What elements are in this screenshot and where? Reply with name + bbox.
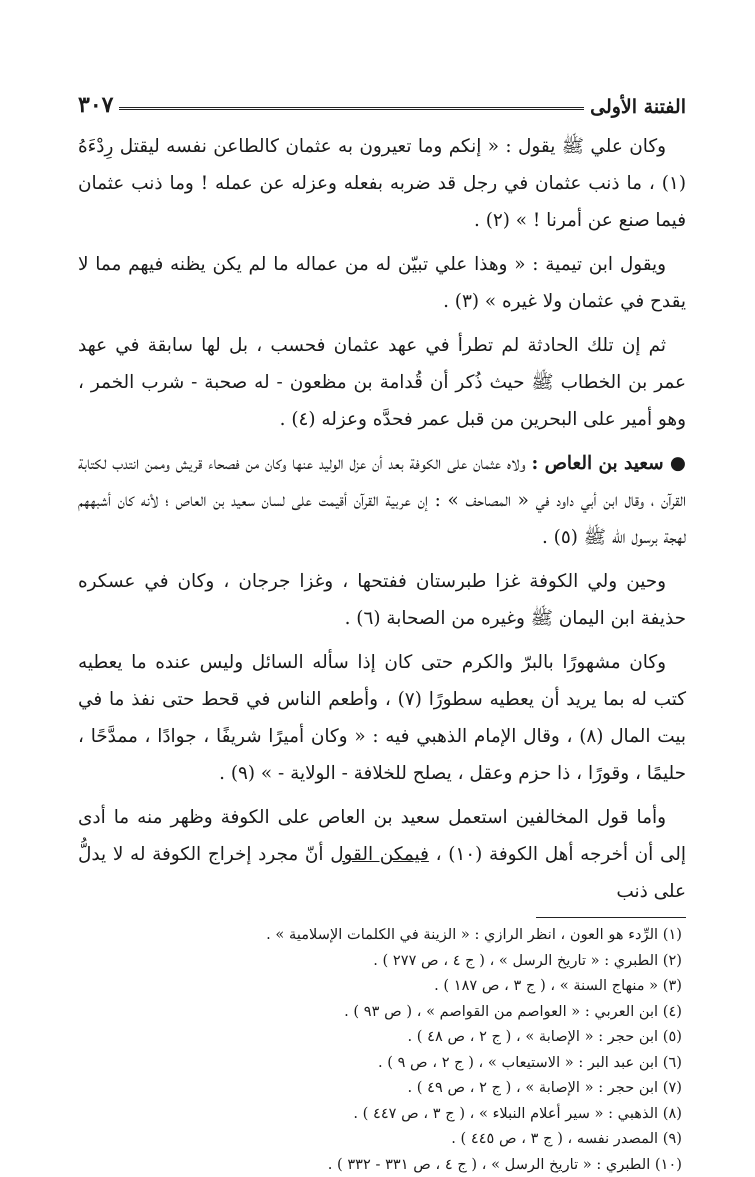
header-rule (119, 107, 584, 110)
paragraph (78, 128, 686, 239)
footnote: (٢) الطبري : « تاريخ الرسل » ، ( ج ٤ ، ص ٢٧٧ ) . (78, 948, 682, 974)
paragraph (78, 799, 686, 910)
main-text (78, 128, 686, 910)
section-lead: ● سعيد بن العاص : (531, 453, 686, 474)
footnote-rule (536, 917, 686, 918)
page-number: ٣٠٧ (78, 92, 119, 118)
footnote: (٩) المصدر نفسه ، ( ج ٣ ، ص ٤٤٥ ) . (78, 1126, 682, 1152)
footnote: (٦) ابن عبد البر : « الاستيعاب » ، ( ج ٢ ، ص ٩ ) . (78, 1050, 682, 1076)
chapter-title: الفتنة الأولى (584, 96, 686, 118)
paragraph-text: وكان علي ﷺ يقول : « إنكم وما تعيرون به عثمان كالطاعن نفسه ليقتل رِدْءَهُ (١) ، ما ذنب عثمان في رجل قد ضربه بفعله وعزله عن عمله ! وما ذنب عثمان فيما صنع عن أمرنا ! » (٢) . (78, 136, 686, 231)
paragraph-text: ولاه عثمان على الكوفة بعد أن عزل الوليد عنها وكان من فصحاء قريش وممن انتدب لكتابة القرآن ، وقال ابن أبي داود في « المصاحف » : إن عربية القرآن أقيمت على لسان سعيد بن العاص ؛ لأنه كان أشبههم لهجة برسول الله ﷺ (٥) . (78, 453, 686, 548)
paragraph-text: ثم إن تلك الحادثة لم تطرأ في عهد عثمان فحسب ، بل لها سابقة في عهد عمر بن الخطاب ﷺ حيث ذُكر أن قُدامة بن مظعون - له صحبة - شرب الخمر ، وهو أمير على البحرين من قبل عمر فحدَّه وعزله (٤) . (78, 335, 686, 430)
footnote: (٥) ابن حجر : « الإصابة » ، ( ج ٢ ، ص ٤٨ ) . (78, 1024, 682, 1050)
paragraph-text: وأما قول المخالفين استعمل سعيد بن العاص على الكوفة وظهر منه ما أدى إلى أن أخرجه أهل الكوفة (١٠) ، (78, 807, 686, 865)
paragraph-text: وحين ولي الكوفة غزا طبرستان ففتحها ، وغزا جرجان ، وكان في عسكره حذيفة ابن اليمان ﷺ وغيره من الصحابة (٦) . (78, 571, 686, 629)
footnote: (١) الرِّدء هو العون ، انظر الرازي : « الزينة في الكلمات الإسلامية » . (78, 922, 682, 948)
book-page (78, 84, 686, 1177)
paragraph-text: وكان مشهورًا بالبرّ والكرم حتى كان إذا سأله السائل وليس عنده ما يعطيه كتب له بما يريد أن يعطيه سطورًا (٧) ، وأطعم الناس في قحط حتى نفذ ما في بيت المال (٨) ، وقال الإمام الذهبي فيه : « وكان أميرًا شريفًا ، جوادًا ، ممدَّحًا ، حليمًا ، وقورًا ، ذا حزم وعقل ، يصلح للخلافة - الولاية - » (٩) . (78, 652, 686, 784)
footnote: (٣) « منهاج السنة » ، ( ج ٣ ، ص ١٨٧ ) . (78, 973, 682, 999)
paragraph-text: ويقول ابن تيمية : « وهذا علي تبيّن له من عماله ما لم يكن يظنه فيهم مما لا يقدح في عثمان ولا غيره » (٣) . (78, 254, 686, 312)
paragraph (78, 327, 686, 438)
paragraph (78, 246, 686, 320)
footnotes (78, 922, 686, 1177)
paragraph (78, 563, 686, 637)
paragraph (78, 644, 686, 792)
footnote: (٧) ابن حجر : « الإصابة » ، ( ج ٢ ، ص ٤٩ ) . (78, 1075, 682, 1101)
footnote: (٨) الذهبي : « سير أعلام النبلاء » ، ( ج ٣ ، ص ٤٤٧ ) . (78, 1101, 682, 1127)
running-header (78, 84, 686, 118)
underlined-text: فيمكن القول (330, 844, 429, 865)
paragraph-text: أنّ مجرد إخراج الكوفة له لا يدلُّ على ذنب (78, 844, 686, 902)
footnote: (٤) ابن العربي : « العواصم من القواصم » ، ( ص ٩٣ ) . (78, 999, 682, 1025)
paragraph (78, 445, 686, 556)
footnote: (١٠) الطبري : « تاريخ الرسل » ، ( ج ٤ ، ص ٣٣١ - ٣٣٢ ) . (78, 1152, 682, 1177)
